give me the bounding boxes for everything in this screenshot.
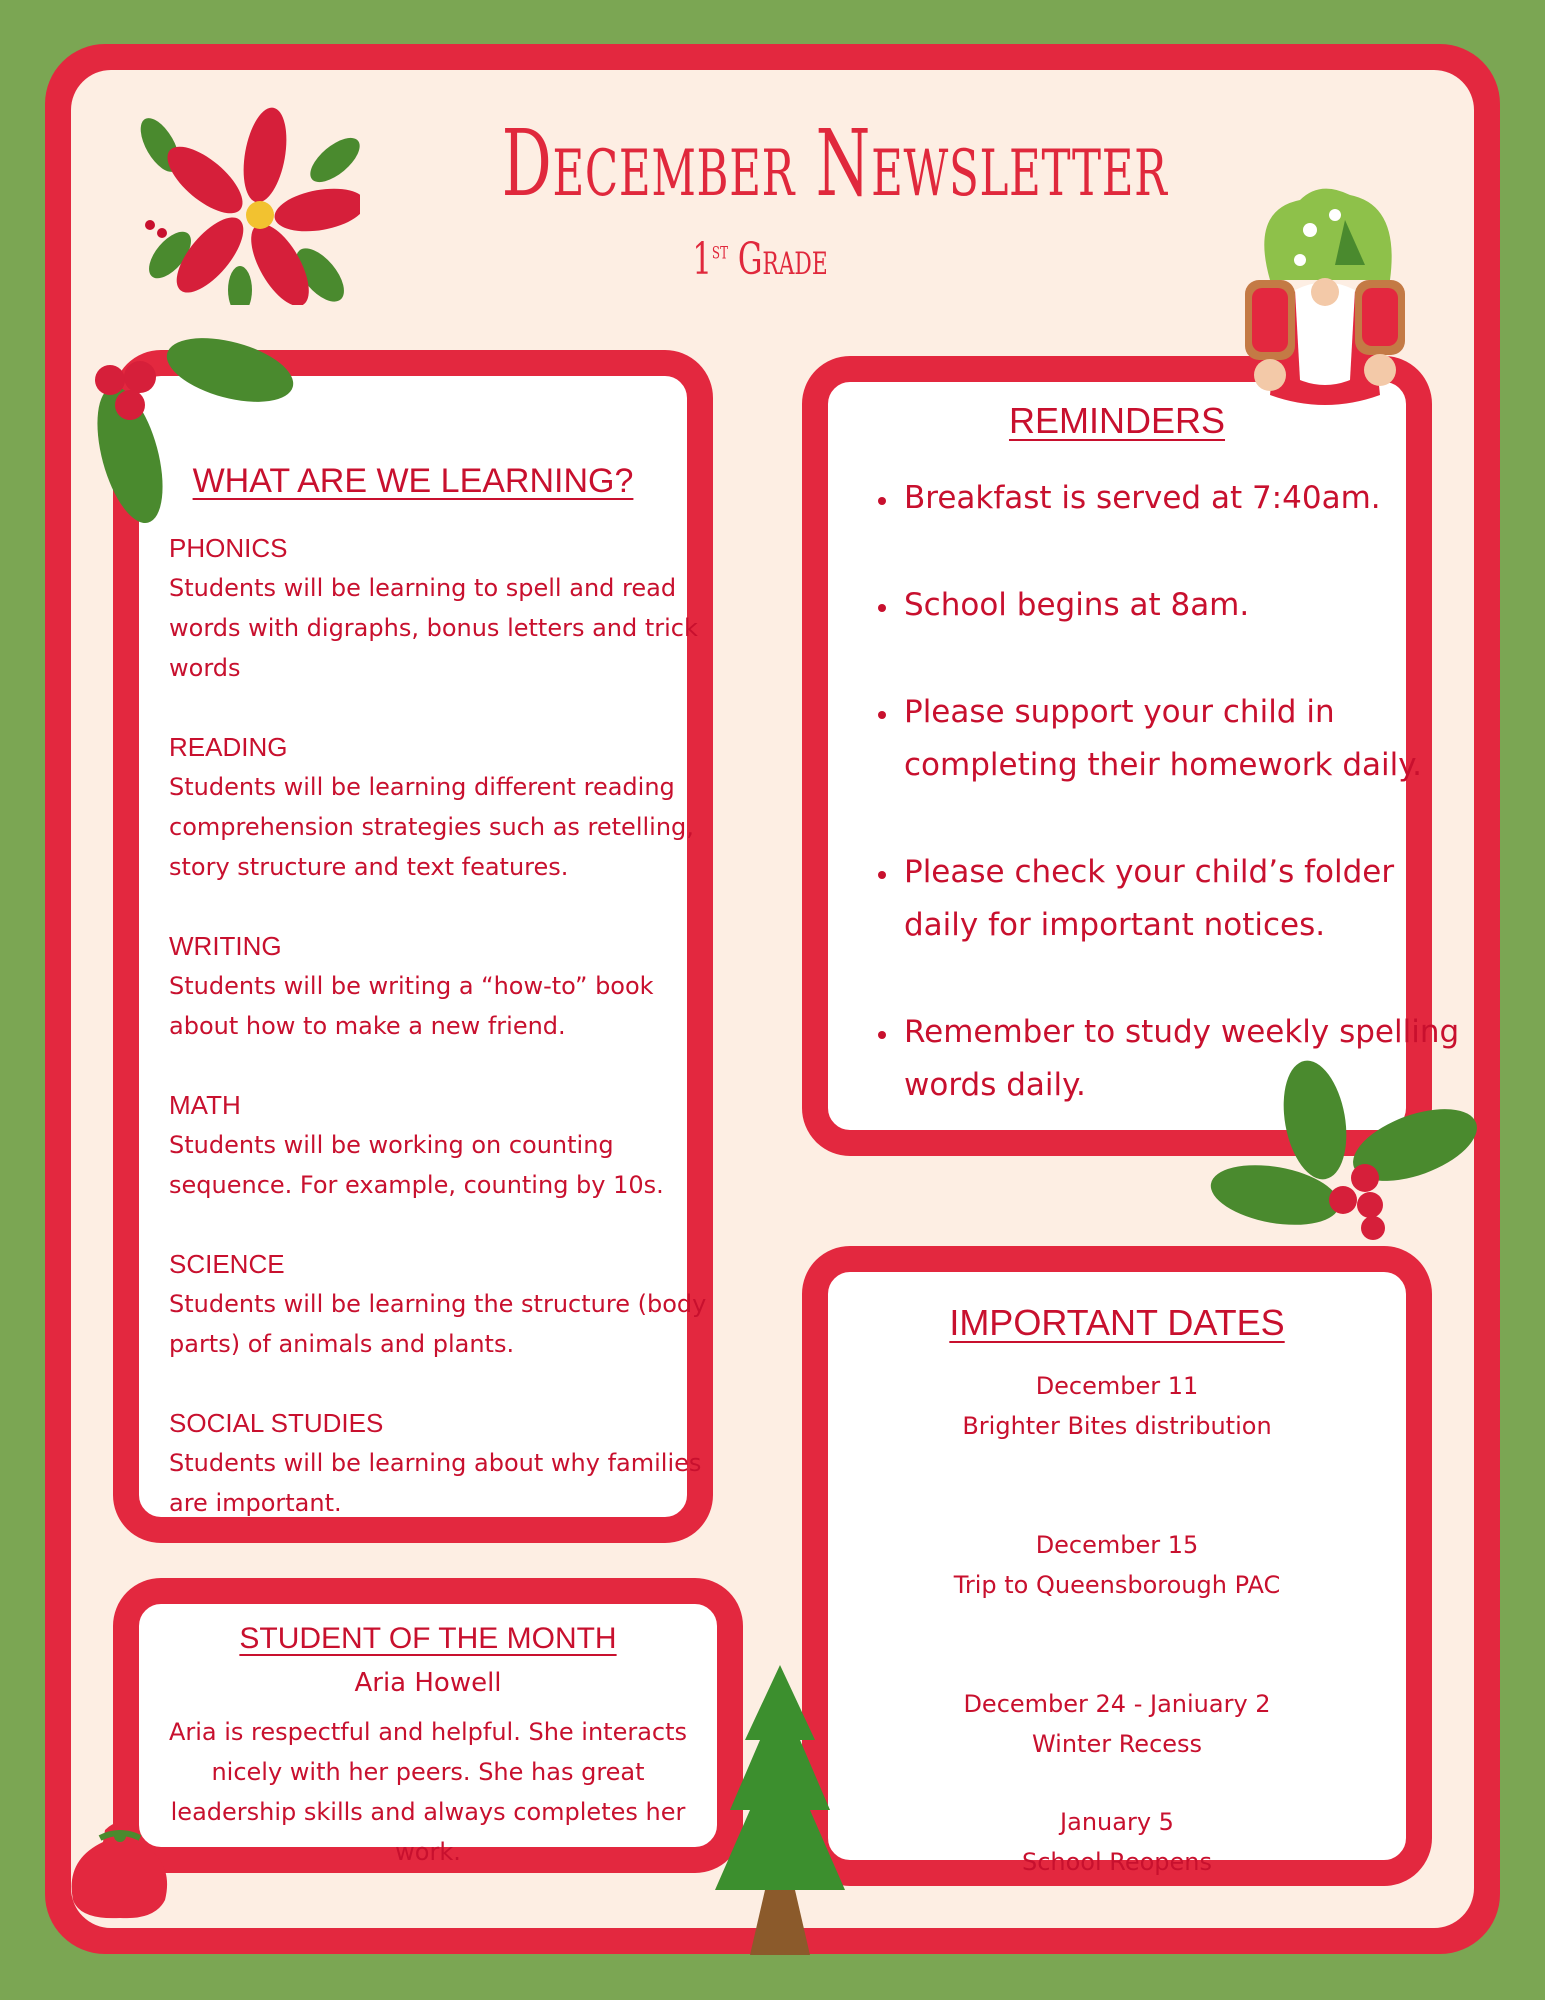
section-heading: SCIENCE: [169, 1249, 285, 1279]
date-event: Trip to Queensborough PAC: [953, 1571, 1281, 1599]
dates-list: [828, 1366, 1406, 1882]
date-entry: [828, 1802, 1406, 1882]
date-label: December 24 - Janiuary 2: [963, 1690, 1271, 1718]
learning-sections: [169, 528, 719, 1562]
important-dates-card: [802, 1246, 1432, 1886]
student-name: Aria Howell: [354, 1668, 502, 1698]
reminders-card: [802, 356, 1460, 1156]
reminder-item: • School begins at 8am.: [900, 579, 1460, 632]
date-event: Brighter Bites distribution: [962, 1412, 1272, 1440]
section-heading: SOCIAL STUDIES: [169, 1408, 384, 1438]
date-label: December 11: [1035, 1372, 1199, 1400]
reminder-item: • Breakfast is served at 7:40am.: [900, 472, 1460, 525]
date-entry: [828, 1684, 1406, 1764]
section-body: Students will be learning different reading comprehension strategies such as retelling, story structure and text features.: [169, 773, 694, 881]
reminder-item: • Remember to study weekly spelling words daily.: [900, 1006, 1460, 1112]
learning-section-social-studies: [169, 1403, 719, 1523]
student-of-month-card: [113, 1578, 743, 1873]
section-body: Students will be learning the structure (body parts) of animals and plants.: [169, 1290, 707, 1358]
holly-icon: [80, 325, 300, 535]
section-body: Students will be writing a “how-to” book about how to make a new friend.: [169, 972, 654, 1040]
section-heading: WRITING: [169, 931, 282, 961]
learning-section-math: [169, 1085, 719, 1205]
newsletter-title: December Newsletter: [501, 110, 1168, 217]
learning-section-phonics: [169, 528, 719, 688]
poinsettia-icon: [130, 105, 360, 305]
reminders-title: REMINDERS: [1008, 400, 1226, 441]
learning-title: WHAT ARE WE LEARNING?: [192, 462, 634, 500]
section-body: Students will be learning to spell and read words with digraphs, bonus letters and trick words: [169, 574, 698, 682]
section-body: Students will be working on counting sequence. For example, counting by 10s.: [169, 1131, 664, 1199]
grade-suffix: st: [711, 236, 729, 265]
christmas-tree-icon: [710, 1660, 850, 1960]
reminder-item: • Please check your child’s folder daily for important notices.: [900, 846, 1460, 952]
date-label: January 5: [1060, 1808, 1174, 1836]
student-of-month-title: STUDENT OF THE MONTH: [239, 1622, 617, 1655]
date-event: School Reopens: [1021, 1848, 1213, 1876]
grade-word: Grade: [737, 234, 828, 285]
student-description: Aria is respectful and helpful. She interacts nicely with her peers. She has great leadership skills and always completes her work.: [168, 1718, 688, 1866]
date-label: December 15: [1035, 1531, 1199, 1559]
important-dates-title: IMPORTANT DATES: [949, 1302, 1285, 1343]
learning-section-writing: [169, 926, 719, 1046]
gnome-icon: [1240, 180, 1410, 420]
grade-subtitle: [620, 234, 900, 285]
section-heading: MATH: [169, 1090, 241, 1120]
date-event: Winter Recess: [1031, 1730, 1203, 1758]
date-entry: [828, 1525, 1406, 1605]
section-body: Students will be learning about why families are important.: [169, 1449, 702, 1517]
grade-number: 1: [692, 234, 712, 285]
learning-section-science: [169, 1244, 719, 1364]
learning-section-reading: [169, 727, 719, 887]
holly-icon: [1205, 1060, 1485, 1250]
section-heading: PHONICS: [169, 533, 288, 563]
gift-sack-icon: [65, 1800, 175, 1920]
section-heading: READING: [169, 732, 288, 762]
date-entry: [828, 1366, 1406, 1446]
reminder-item: • Please support your child in completing their homework daily.: [900, 686, 1460, 792]
